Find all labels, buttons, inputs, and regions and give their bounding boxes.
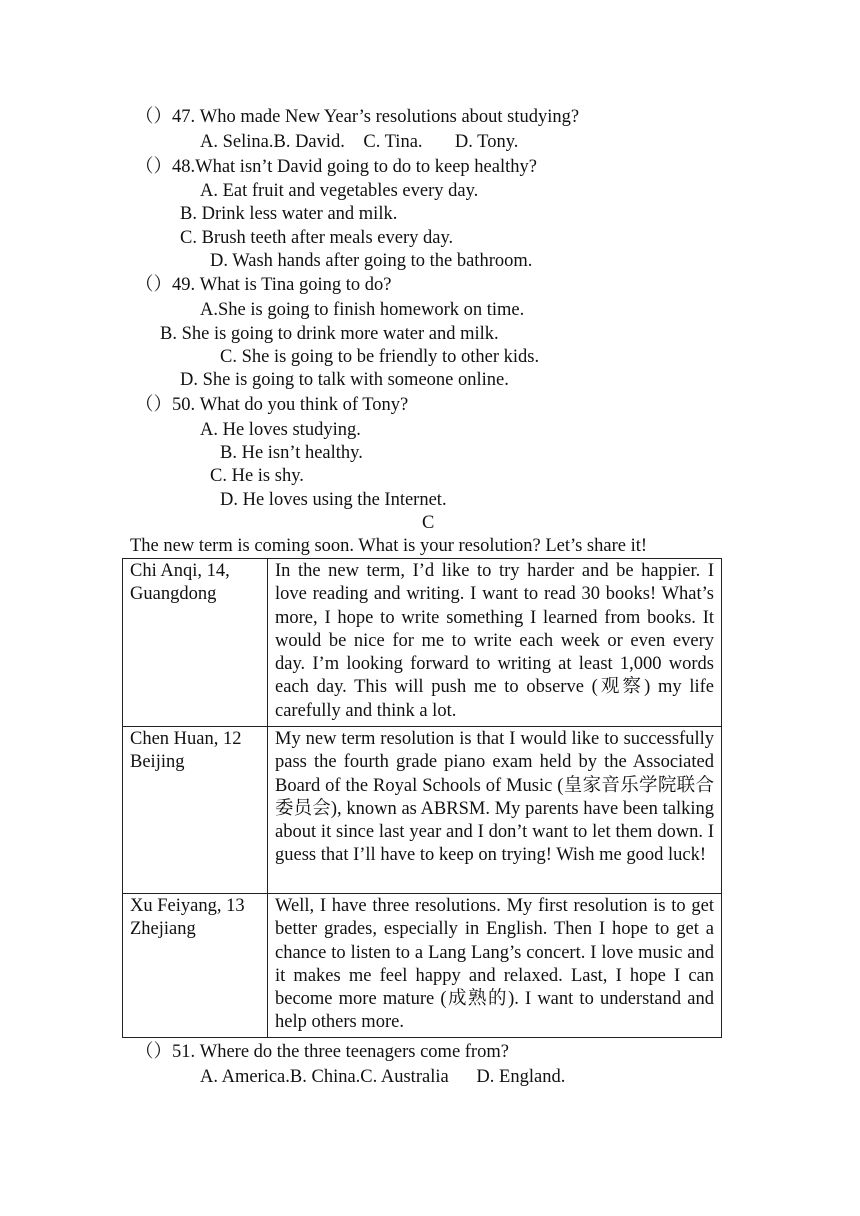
passage-row [123,894,722,1038]
question-50-option-b: B. He isn’t healthy. [220,443,363,463]
student-place: Zhejiang [130,919,196,940]
question-48-stem: （）48.What isn’t David going to do to keep healthy? [135,157,537,177]
question-50-stem: （）50. What do you think of Tony? [135,395,409,415]
question-49-option-d: D. She is going to talk with someone online. [180,370,509,390]
question-47-stem: （）47. Who made New Year’s resolutions about studying? [135,107,580,127]
student-info [123,727,268,894]
passage-row [123,559,722,727]
question-49-stem: （）49. What is Tina going to do? [135,275,392,295]
resolution-text: My new term resolution is that I would like to successfully pass the fourth grade piano exam held by the Associated Board of the Royal Schools of Music (皇家音乐学院联合委员会), known as ABRSM. My parents have been talking about it since last year and I don’t want to let them down. I guess that I’ll have to keep on trying! Wish me good luck! [268,727,722,894]
question-51-options: A. America.B. China.C. Australia D. England. [200,1067,566,1087]
question-47-options: A. Selina.B. David. C. Tina. D. Tony. [200,132,519,152]
resolution-text: In the new term, I’d like to try harder and be happier. I love reading and writing. I want to read 30 books! What’s more, I hope to write something I learned from books. It would be nice for me to write each week or even every day. I’m looking forward to writing at least 1,000 words each day. This will push me to observe (观察) my life carefully and think a lot. [268,559,722,727]
student-info [123,559,268,727]
question-49-option-c: C. She is going to be friendly to other kids. [220,347,540,367]
student-name: Xu Feiyang, 13 [130,896,245,916]
question-50-option-c: C. He is shy. [210,466,304,486]
question-48-option-b: B. Drink less water and milk. [180,204,398,224]
passage-table [122,558,722,1038]
question-48-option-d: D. Wash hands after going to the bathroom. [210,251,533,271]
question-49-option-b: B. She is going to drink more water and milk. [160,324,499,344]
student-name: Chen Huan, 12 [130,729,242,749]
question-51-stem: （）51. Where do the three teenagers come from? [135,1042,509,1062]
resolution-text: Well, I have three resolutions. My first resolution is to get better grades, especially in English. Then I hope to get a chance to listen to a Lang Lang’s concert. I love music and it makes me feel happy and relaxed. Last, I hope I can become more mature (成熟的). I want to understand and help others more. [268,894,722,1038]
student-place: Guangdong [130,584,217,605]
passage-intro: The new term is coming soon. What is your resolution? Let’s share it! [130,536,648,556]
question-48-option-a: A. Eat fruit and vegetables every day. [200,181,479,201]
section-label: C [422,513,435,533]
student-info [123,894,268,1038]
question-48-option-c: C. Brush teeth after meals every day. [180,228,454,248]
student-place: Beijing [130,752,185,773]
student-name: Chi Anqi, 14, [130,561,230,581]
question-50-option-a: A. He loves studying. [200,420,361,440]
passage-row [123,727,722,894]
question-50-option-d: D. He loves using the Internet. [220,490,447,510]
question-49-option-a: A.She is going to finish homework on time. [200,300,525,320]
